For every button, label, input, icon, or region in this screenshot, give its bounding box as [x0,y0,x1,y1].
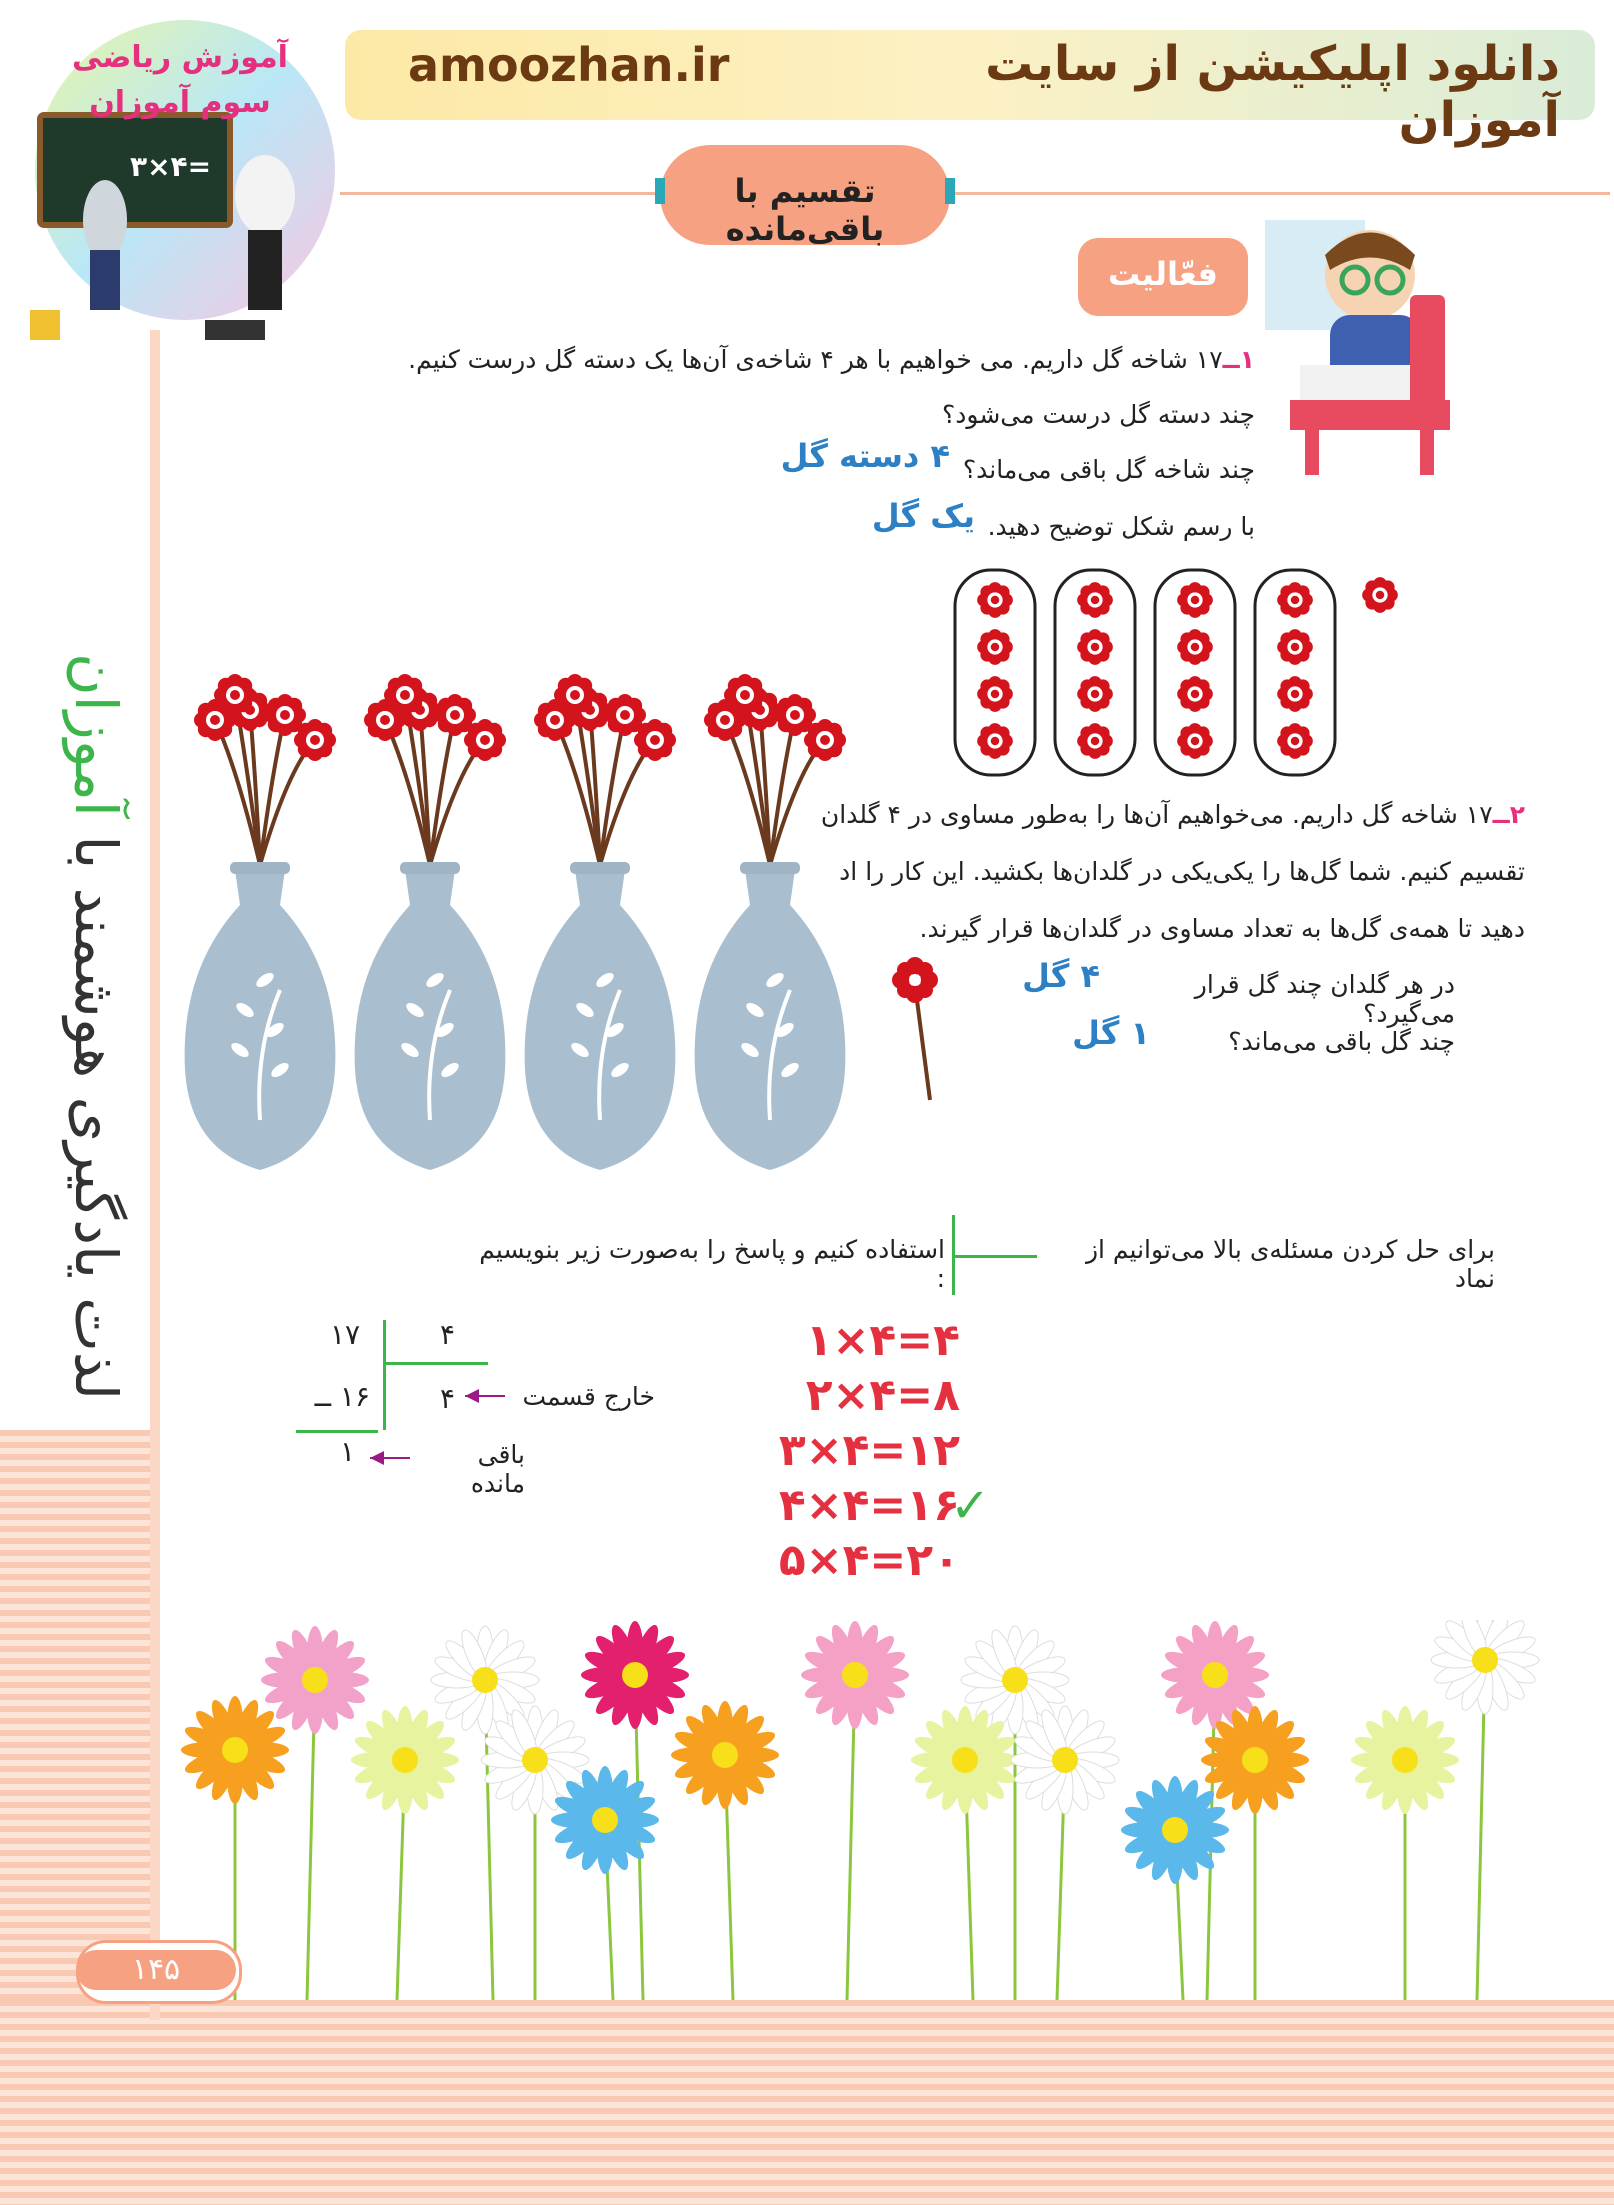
division-symbol [952,1215,1037,1295]
daisy-icon [671,1701,779,1809]
vase-flower-icon [294,719,336,761]
side-slogan-highlight: آموزان [62,653,130,817]
grouped-flower-icon [977,629,1013,665]
grouped-flower-icon [1077,582,1113,618]
remainder-arrow-head-icon [370,1451,384,1465]
symbol-sentence-part1: برای حل کردن مسئله‌ی بالا می‌توانیم از نماد [1085,1235,1495,1293]
flower-stem [770,715,795,865]
daisy-icon [1121,1776,1229,1884]
symbol-sentence-part2: استفاده کنیم و پاسخ را به‌صورت زیر بنویسیم : [479,1235,945,1293]
q1-answer2: یک گل [871,497,975,535]
flower-stem [260,715,285,865]
left-border-decoration [150,330,160,2020]
flower-stem [430,715,455,865]
q2-line3: دهید تا همه‌ی گل‌ها به تعداد مساوی در گلدان‌ها قرار گیرند. [919,914,1525,943]
daisy-icon [351,1706,459,1814]
q1-number: ۱ــ [1222,345,1255,374]
grouped-flower-icon [1277,723,1313,759]
header-title: دانلود اپلیکیشن از سایت آموزان [985,36,1560,148]
vase-shape [355,870,506,1170]
student-illustration [1260,215,1460,480]
vase-flower-icon [554,674,596,716]
daisy-icon [911,1706,1019,1814]
remaining-flower [880,955,950,1105]
grouped-flowers-drawing [925,560,1415,785]
q2-line1 [820,800,1525,829]
division-dividend: ۱۷ [330,1318,361,1351]
vase-flower-icon [214,674,256,716]
daisy-icon [181,1696,289,1804]
division-quotient: ۴ [440,1382,456,1415]
q1-line2: چند دسته گل درست می‌شود؟ [942,400,1255,429]
side-slogan [30,440,130,1400]
equation-1: ۱×۴=۴ [805,1315,960,1366]
grouped-flower-icon [1177,582,1213,618]
q2-number: ۲ــ [1492,800,1525,829]
lesson-title-line [340,192,1610,195]
activity-label: فعّالیت [1108,255,1218,293]
extra-flower-icon [1362,577,1398,613]
equation-5: ۵×۴=۲۰ [778,1535,960,1586]
vase-flower-icon [384,674,426,716]
flower-stem [600,715,625,865]
vase-rim [740,862,800,874]
q2-line2: تقسیم کنیم. شما گل‌ها را یکی‌یکی در گلدان‌ها بکشید. این کار را اد [839,857,1525,886]
daisy-icon [1431,1620,1539,1714]
daisy-icon [1351,1706,1459,1814]
badge-title: آموزش ریاضی [72,40,288,75]
quotient-arrow-head-icon [465,1389,479,1403]
q1-line1-text: ۱۷ شاخه گل داریم. می خواهیم با هر ۴ شاخه‌ی آن‌ها یک دسته گل درست کنیم. [408,345,1223,374]
vase-flower-icon [634,719,676,761]
bottom-stripe-decoration [0,2000,1614,2205]
grouped-flower-icon [1277,582,1313,618]
division-subtract-line [296,1430,378,1433]
division-horizontal-line [383,1362,488,1365]
header-site-link[interactable]: amoozhan.ir [408,38,730,92]
q2-answer2: ۱ گل [1072,1014,1150,1052]
badge-subtitle: سوم آموزان [89,85,271,120]
division-divisor: ۴ [440,1318,456,1351]
quotient-label: خارج قسمت [522,1382,655,1411]
page-number: ۱۴۵ [76,1950,236,1990]
q2-answer1: ۴ گل [1022,957,1100,995]
daisy-icon [551,1766,659,1874]
equation-4: ۴×۴=۱۶ [778,1480,960,1531]
lesson-title: تقسیم با باقی‌مانده [725,172,885,248]
grouped-flower-icon [977,582,1013,618]
daisy-icon [581,1621,689,1729]
q1-answer1: ۴ دسته گل [780,437,950,475]
equation-3: ۳×۴=۱۲ [778,1425,960,1476]
vase-rim [570,862,630,874]
daisy-icon [1011,1706,1119,1814]
vases-illustration [170,670,930,1180]
q2-line4: در هر گلدان چند گل قرار می‌گیرد؟ [1194,970,1455,1028]
chalkboard-text: ۳×۴= [130,150,212,183]
vase-flower-icon [724,674,766,716]
q1-line3: چند شاخه گل باقی می‌ماند؟ [962,455,1255,484]
grouped-flower-icon [1177,723,1213,759]
daisy-icon [261,1626,369,1734]
vase-flower-icon [804,719,846,761]
remainder-label: باقی مانده [470,1440,525,1498]
grouped-flower-icon [1077,723,1113,759]
vase-flower-icon [464,719,506,761]
grouped-flower-icon [977,676,1013,712]
vase-shape [185,870,336,1170]
checkmark-icon: ✓ [950,1478,991,1534]
grouped-flower-icon [1177,629,1213,665]
division-remainder: ۱ [340,1435,356,1468]
daisy-icon [1201,1706,1309,1814]
q1-line4: با رسم شکل توضیح دهید. [987,512,1255,541]
vase-rim [230,862,290,874]
q2-line1-text: ۱۷ شاخه گل داریم. می‌خواهیم آن‌ها را به‌طور مساوی در ۴ گلدان [820,800,1493,829]
grouped-flower-icon [1077,629,1113,665]
division-subtract: ۱۶ ــ [314,1380,370,1413]
side-slogan-text: لذت یادگیری هوشمند با [62,816,130,1400]
grouped-flower-icon [1077,676,1113,712]
division-vertical-line [383,1320,386,1430]
vase-shape [525,870,676,1170]
grouped-flower-icon [1277,629,1313,665]
equation-2: ۲×۴=۸ [805,1370,960,1421]
grouped-flower-icon [1277,676,1313,712]
vase-rim [400,862,460,874]
q1-line1 [300,345,1255,374]
grouped-flower-icon [1177,676,1213,712]
daisy-icon [801,1621,909,1729]
q2-line5: چند گل باقی می‌ماند؟ [1228,1027,1455,1056]
daisies-decoration [165,1620,1565,2000]
grouped-flower-icon [977,723,1013,759]
